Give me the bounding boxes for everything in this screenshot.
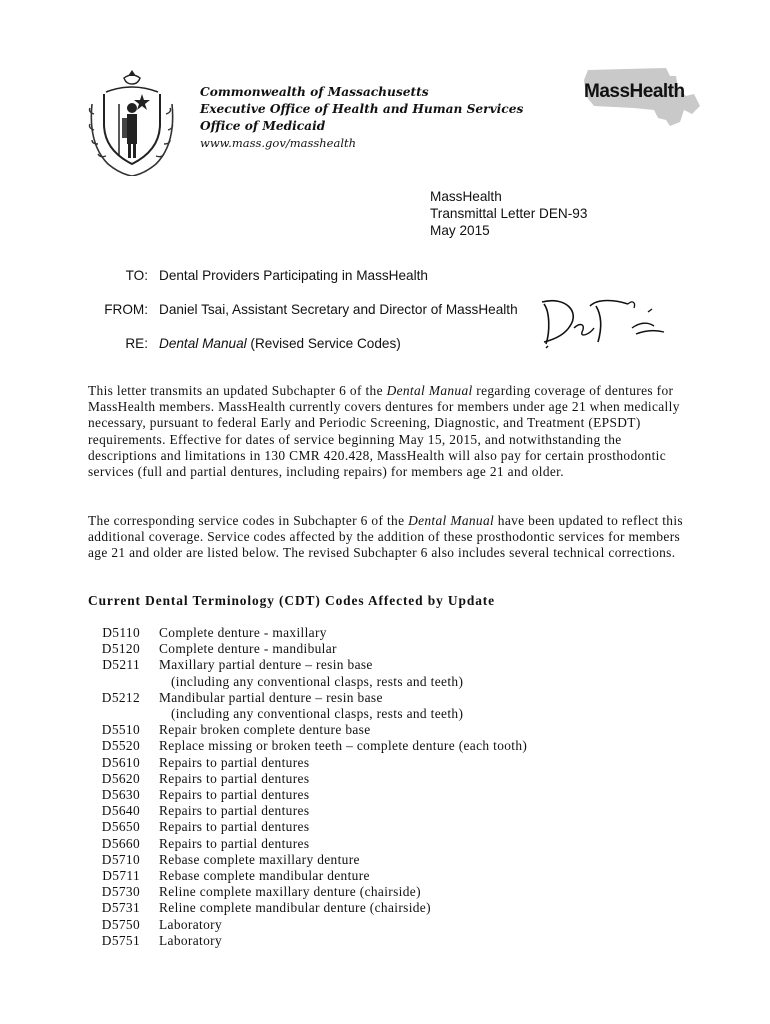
code-number: D5640	[101, 803, 140, 819]
code-row	[88, 787, 688, 803]
p1-part-b: regarding coverage of dentures for MassHealth members. MassHealth currently covers dentures for members under age 21 when medically necessary, pursuant to federal Early and Periodic Screening, Diagnostic, and Treatment (EPSDT) requirements. Effective for dates of service beginning May 15, 2015, and notwithstanding the descriptions and limitations in 130 CMR 420.428, MassHealth will also pay for certain prosthodontic services (full and partial dentures, including repairs) for members age 21 and older.	[88, 383, 680, 480]
code-description: Reline complete mandibular denture (chairside)	[159, 900, 431, 916]
code-description: Maxillary partial denture – resin base	[159, 657, 373, 673]
agency-header	[200, 84, 523, 152]
code-number: D5120	[101, 641, 140, 657]
code-description: Rebase complete mandibular denture	[159, 868, 370, 884]
code-number: D5610	[101, 754, 140, 770]
code-number: D5630	[101, 787, 140, 803]
p2-part-a: The corresponding service codes in Subchapter 6 of the	[88, 513, 409, 528]
commonwealth-seal-icon	[86, 64, 178, 176]
code-row	[88, 690, 688, 706]
re-value	[159, 336, 401, 351]
agency-line-3: Office of Medicaid	[200, 119, 326, 133]
code-number: D5620	[101, 770, 140, 786]
code-row	[88, 933, 688, 949]
re-subject: (Revised Service Codes)	[246, 336, 401, 351]
code-description: Repairs to partial dentures	[159, 787, 310, 803]
code-row	[88, 884, 688, 900]
code-description: Repairs to partial dentures	[159, 803, 310, 819]
masshealth-logo	[574, 66, 704, 138]
re-label: RE:	[125, 336, 148, 351]
code-description: Laboratory	[159, 932, 222, 948]
code-row	[88, 900, 688, 916]
transmittal-block	[430, 188, 587, 239]
re-manual-title: Dental Manual	[159, 336, 247, 351]
logo-text: MassHealth	[584, 81, 685, 102]
code-number: D5212	[101, 689, 140, 705]
code-description: Repairs to partial dentures	[159, 770, 310, 786]
code-row	[88, 674, 688, 690]
code-description: Repair broken complete denture base	[159, 722, 371, 738]
code-number	[88, 706, 159, 722]
code-description: Complete denture - mandibular	[159, 641, 337, 657]
code-row	[88, 803, 688, 819]
code-description: Complete denture - maxillary	[159, 625, 327, 640]
code-row	[88, 771, 688, 787]
website-link[interactable]: www.mass.gov/masshealth	[200, 136, 357, 150]
code-number: D5731	[101, 900, 140, 916]
paragraph-1	[88, 383, 688, 480]
code-description: (including any conventional clasps, rests and teeth)	[171, 706, 464, 722]
code-description: Rebase complete maxillary denture	[159, 851, 360, 867]
code-row	[88, 917, 688, 933]
transmittal-date: May 2015	[430, 223, 490, 238]
code-description: Laboratory	[159, 916, 222, 932]
code-number	[88, 674, 159, 690]
code-description: Mandibular partial denture – resin base	[159, 689, 383, 705]
from-value: Daniel Tsai, Assistant Secretary and Director of MassHealth	[159, 302, 518, 317]
code-row	[88, 722, 688, 738]
code-row	[88, 706, 688, 722]
code-row	[88, 641, 688, 657]
from-label: FROM:	[104, 302, 148, 317]
agency-line-2: Executive Office of Health and Human Services	[200, 102, 524, 116]
code-description: Repairs to partial dentures	[159, 819, 310, 835]
code-description: Replace missing or broken teeth – complete denture (each tooth)	[159, 738, 528, 754]
codes-list	[88, 625, 688, 949]
transmittal-program: MassHealth	[430, 189, 502, 204]
code-row	[88, 657, 688, 673]
code-number: D5520	[101, 738, 140, 754]
paragraph-2	[88, 513, 688, 562]
codes-heading: Current Dental Terminology (CDT) Codes Affected by Update	[88, 593, 495, 608]
code-number: D5650	[101, 819, 140, 835]
code-description: Repairs to partial dentures	[159, 754, 310, 770]
p1-manual-title: Dental Manual	[386, 383, 473, 398]
code-number: D5730	[101, 884, 140, 900]
code-row	[88, 755, 688, 771]
code-number: D5710	[101, 851, 140, 867]
code-row	[88, 625, 688, 641]
code-row	[88, 868, 688, 884]
code-number: D5211	[102, 657, 140, 673]
code-row	[88, 819, 688, 835]
code-row	[88, 852, 688, 868]
transmittal-letter-id: Transmittal Letter DEN-93	[430, 206, 588, 221]
p2-part-b: have been updated to reflect this additional coverage. Service codes affected by the addition of these prosthodontic services for members age 21 and older are listed below. The revised Subchapter 6 also includes several technical corrections.	[88, 513, 683, 561]
signature	[536, 292, 686, 352]
p2-manual-title: Dental Manual	[408, 513, 495, 528]
agency-line-1: Commonwealth of Massachusetts	[200, 85, 429, 99]
code-number: D5711	[102, 868, 140, 884]
code-number: D5750	[101, 916, 140, 932]
code-number: D5510	[101, 722, 140, 738]
code-number: D5110	[102, 625, 140, 640]
to-value: Dental Providers Participating in MassHealth	[159, 268, 428, 283]
code-description: Repairs to partial dentures	[159, 835, 310, 851]
p1-part-a: This letter transmits an updated Subchapter 6 of the	[88, 383, 387, 398]
code-row	[88, 738, 688, 754]
code-number: D5660	[101, 835, 140, 851]
code-description: Reline complete maxillary denture (chairside)	[159, 884, 421, 900]
code-row	[88, 836, 688, 852]
code-description: (including any conventional clasps, rests and teeth)	[171, 673, 464, 689]
to-label: TO:	[125, 268, 148, 283]
code-number: D5751	[101, 932, 140, 948]
